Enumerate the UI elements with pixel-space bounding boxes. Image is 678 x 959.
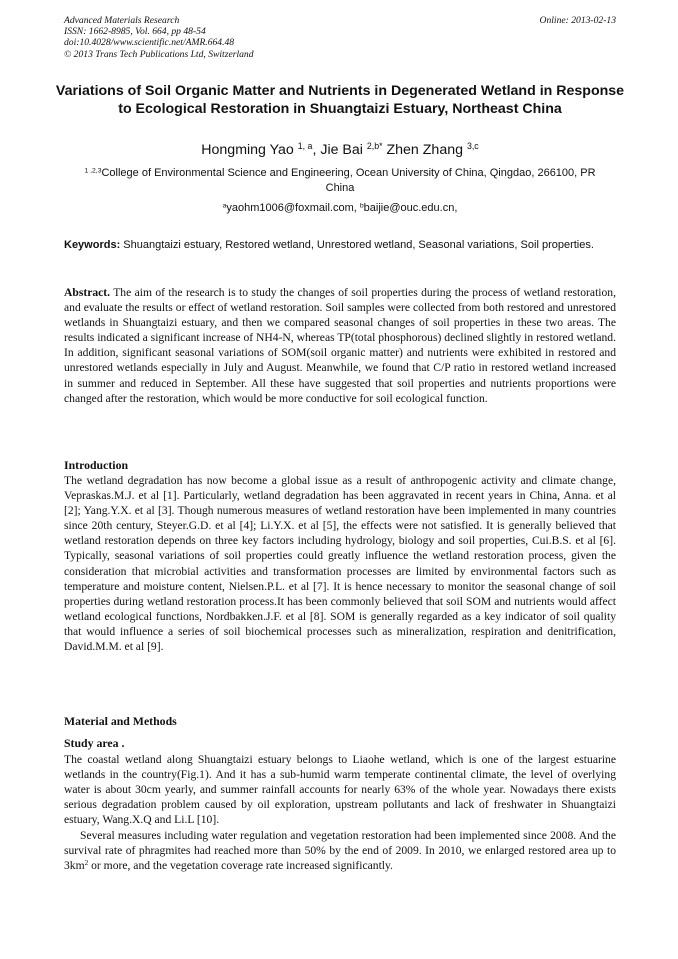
paper-title: Variations of Soil Organic Matter and Nutrients in Degenerated Wetland in Response to Ecological Restoration in Shuangtaizi Estuary, Northeast China [55, 83, 625, 118]
doi-line: doi:10.4028/www.scientific.net/AMR.664.48 [64, 37, 235, 49]
journal-header [64, 15, 616, 60]
study-p2-a: Several measures including water regulation and vegetation restoration had been implemented since 2008. And the survival rate of phragmites had reached more than 50% by the end of 2009. In 2010, we enlarged restored area up to 3km [64, 829, 616, 873]
copyright-line: © 2013 Trans Tech Publications Ltd, Switzerland [64, 48, 254, 60]
study-area-heading: Study area . [64, 736, 125, 750]
author-line [52, 141, 628, 159]
online-date: Online: 2013-02-13 [539, 15, 616, 26]
abstract-text: The aim of the research is to study the changes of soil properties during the process of wetland restoration, and evaluate the results or effect of wetland restoration. Soil samples were collected from both restored and unrestored wetlands in Shuangtaizi estuary, and then we compared seasonal changes of soil properties in these two areas. The results indicated a significant increase of NH4-N, whereas TP(total phosphorous) declined slightly in restored wetland. In addition, significant seasonal variations of SOM(soil organic matter) and nutrients were exhibited in restored and unrestored wetlands especially in July and August. Meanwhile, we found that C/P ratio in restored wetland increased in summer and reduced in September. All these have suggested that soil properties and nutrients proportions were changed after the restoration, which would be more conductive for soil ecological function. [64, 286, 616, 405]
affiliation-text: College of Environmental Science and Engineering, Ocean University of China, Qingdao, 266100, PR China [101, 167, 596, 194]
introduction-text: The wetland degradation has now become a global issue as a result of anthropogenic activity and climate change, Vepraskas.M.J. et al [1]. Particularly, wetland degradation has been aggravated in recent years in China, Anna. et al [2]; Yang.Y.X. et al [3]. Though numerous measures of wetland restoration have been implemented in many countries since 20th century, Steyer.G.D. et al [4]; Li.Y.X. et al [5], the effects were not satisfied. It is generally believed that wetland restoration depends on three key factors including hydrology, biology and soil properties, Cui.B.S. et al [6]. Typically, seasonal variations of soil properties could greatly influence the wetland restoration process, given the consideration that microbial activities and transformation processes are limited by environmental factors such as temperature and moisture content, Nielsen.P.L. et al [7]. It is hence necessary to monitor the seasonal change of soil properties during wetland restoration process.It has been commonly believed that soil SOM and nutrients would affect wetland ecological functions, Nordbakken.J.F. et al [8]. SOM is generally regarded as a key indicator of soil quality that would influence a series of soil biochemical processes such as mineralization, respiration and denitrification, David.M.M. et al [9]. [64, 474, 616, 654]
author-3-sup: 3,c [466, 141, 479, 152]
author-1: Hongming Yao [201, 142, 298, 158]
email-a-sup: a [222, 202, 227, 210]
study-p2-b: or more, and the vegetation coverage rate increased significantly. [88, 859, 393, 873]
study-p2-sup: 2 [84, 859, 89, 868]
email-b-sup: b [359, 202, 364, 210]
keywords-text: Shuangtaizi estuary, Restored wetland, Unrestored wetland, Seasonal variations, Soil properties. [120, 239, 594, 251]
journal-name: Advanced Materials Research [64, 15, 180, 26]
methods-heading: Material and Methods [64, 714, 177, 728]
issn-line: ISSN: 1662-8985, Vol. 664, pp 48-54 [64, 26, 206, 38]
abstract [64, 285, 616, 406]
affiliation [70, 166, 610, 196]
email-line [52, 201, 628, 216]
email-b: baijie@ouc.edu.cn, [363, 202, 458, 214]
email-a: yaohm1006@foxmail.com, [226, 202, 360, 214]
keywords-label: Keywords: [64, 239, 121, 251]
author-3: Zhen Zhang [382, 142, 467, 158]
keywords [64, 239, 616, 253]
author-1-sup: 1, a [297, 141, 313, 152]
study-area-paragraph-1: The coastal wetland along Shuangtaizi estuary belongs to Liaohe wetland, which is one of the largest estuarine wetlands in the country(Fig.1). And it has a sub-humid warm temperate continental climate, the level of overlying water is about 30cm yearly, and summer rainfall accounts for nearly 63% of the whole year. Nowadays there exists serious degradation problem caused by oil exploration, upstream pollutants and lack of freshwater in Shuangtaizi estuary, Wang.X.Q and Li.L [10]. [64, 753, 616, 827]
author-2: , Jie Bai [312, 142, 367, 158]
affiliation-sup: 1 ,2,3 [84, 167, 102, 175]
author-2-sup: 2,b* [366, 141, 383, 152]
introduction-heading: Introduction [64, 458, 129, 472]
study-area-paragraph-2 [64, 828, 616, 873]
introduction-section [64, 458, 616, 654]
abstract-label: Abstract. [64, 286, 111, 299]
